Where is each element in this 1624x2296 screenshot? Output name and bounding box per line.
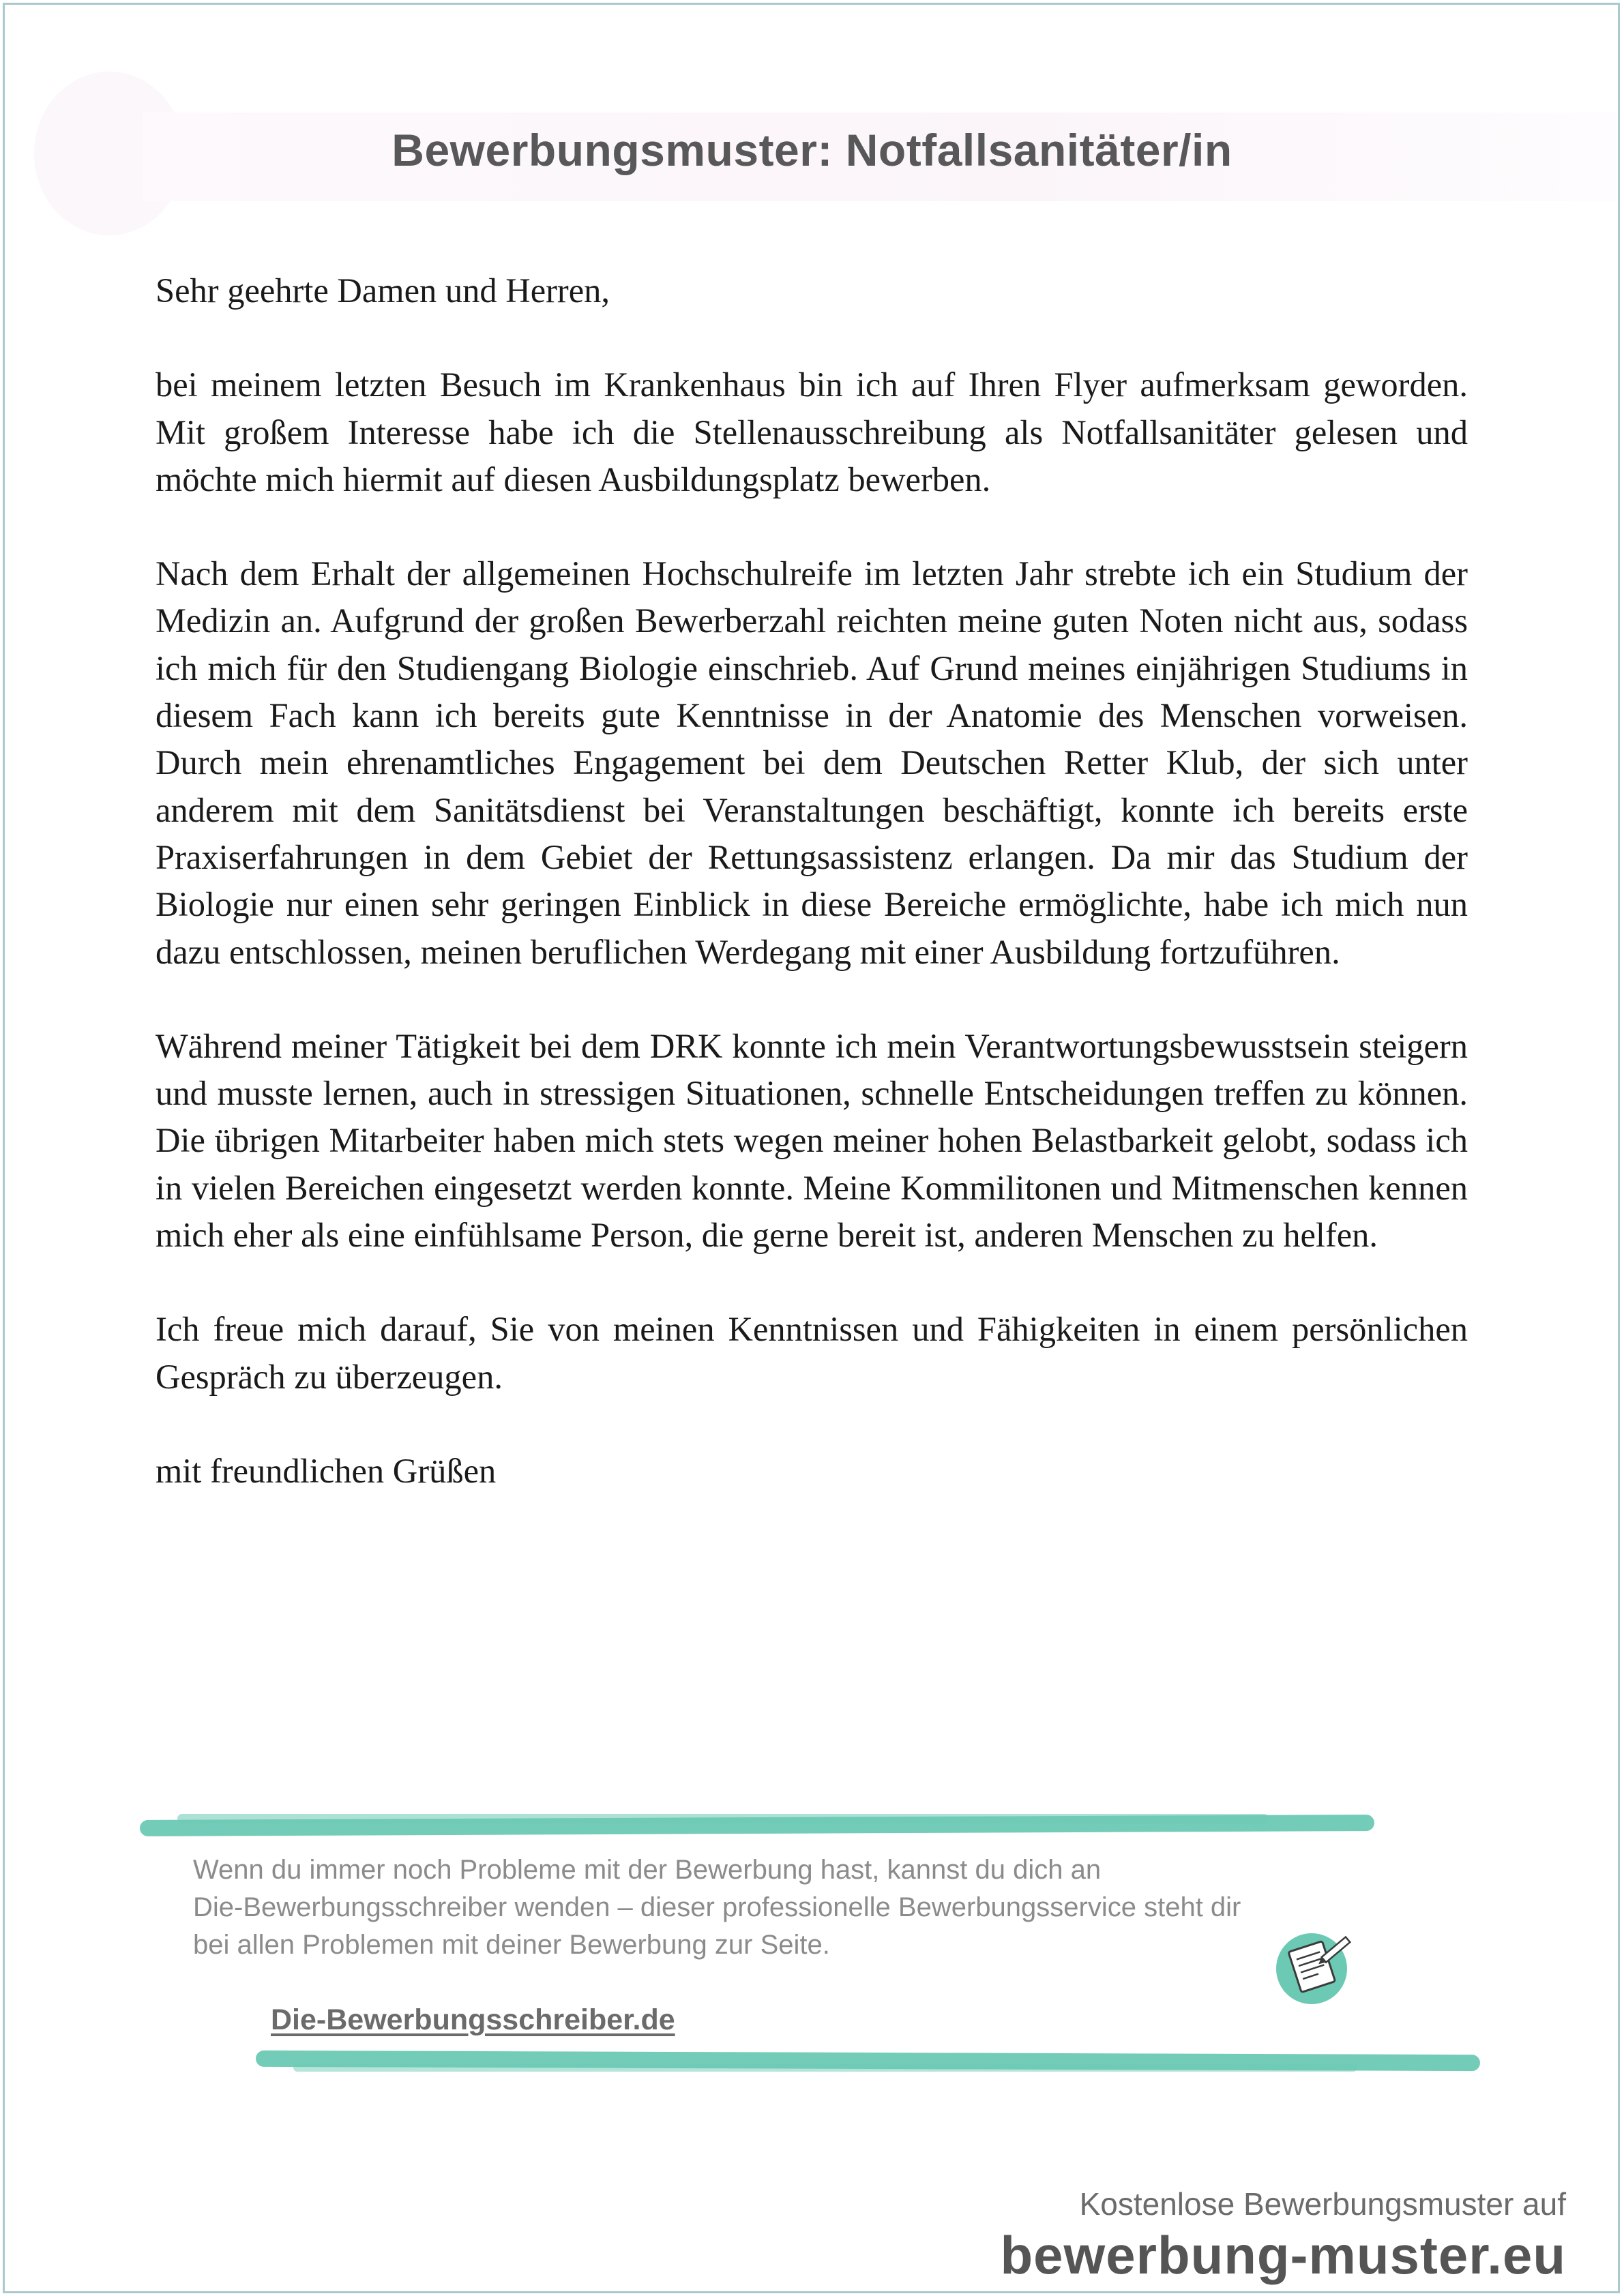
footer-site-logo: bewerbung-muster.eu [1000, 2225, 1566, 2285]
letter-salutation: Sehr geehrte Damen und Herren, [156, 271, 610, 310]
letter-paragraph-2: Nach dem Erhalt der allgemeinen Hochschulreife im letzten Jahr strebte ich ein Studium der Medizin an. Aufgrund der großen Bewerberzahl reichten meine guten Noten nicht aus, sodass ich mich für den Studiengang Biologie einschrieb. Auf Grund meines einjährigen Studiums in diesem Fach kann ich bereits gute Kenntnisse in der Anatomie des Menschen vorweisen. Durch mein ehrenamtliches Engagement bei dem Deutschen Retter Klub, der sich unter anderem mit dem Sanitätsdienst bei Veranstaltungen beschäftigt, konnte ich bereits erste Praxiserfahrungen in dem Gebiet der Rettungsassistenz erlangen. Da mir das Studium der Biologie nur einen sehr geringen Einblick in diese Bereiche ermöglichte, habe ich mich nun dazu entschlossen, meinen beruflichen Werdegang mit einer Ausbildung fortzuführen. [156, 554, 1468, 971]
brush-stroke-top-thin [177, 1814, 1269, 1823]
promo-line-2: Die-Bewerbungsschreiber wenden – dieser professionelle Bewerbungsservice steht dir [193, 1892, 1241, 1922]
brush-stroke-bottom-thin [293, 2063, 1357, 2072]
letter-body [156, 267, 1468, 1542]
promo-line-1: Wenn du immer noch Probleme mit der Bewerbung hast, kannst du dich an [193, 1855, 1102, 1885]
letter-closing: mit freundlichen Grüßen [156, 1451, 497, 1490]
promo-box [193, 1851, 1462, 1964]
page-title: Bewerbungsmuster: Notfallsanitäter/in [392, 125, 1232, 175]
promo-link[interactable]: Die-Bewerbungsschreiber.de [271, 2003, 675, 2036]
letter-paragraph-4: Ich freue mich darauf, Sie von meinen Kenntnissen und Fähigkeiten in einem persönlichen Gespräch zu überzeugen. [156, 1310, 1468, 1396]
document-pen-icon [1274, 1926, 1356, 2008]
letter-paragraph-1: bei meinem letzten Besuch im Krankenhaus bin ich auf Ihren Flyer aufmerksam geworden. Mit großem Interesse habe ich die Stellenausschreibung als Notfallsanitäter gelesen und möchte mich hiermit auf diesen Ausbildungsplatz bewerben. [156, 366, 1468, 498]
letter-paragraph-3: Während meiner Tätigkeit bei dem DRK konnte ich mein Verantwortungsbewusstsein steigern und musste lernen, auch in stressigen Situationen, schnelle Entscheidungen treffen zu können. Die übrigen Mitarbeiter haben mich stets wegen meiner hohen Belastbarkeit gelobt, sodass ich in vielen Bereichen eingesetzt werden konnte. Meine Kommilitonen und Mitmenschen kennen mich eher als eine einfühlsame Person, die gerne bereit ist, anderen Menschen zu helfen. [156, 1026, 1468, 1255]
footer-tagline: Kostenlose Bewerbungsmuster auf [1079, 2186, 1566, 2222]
promo-line-3: bei allen Problemen mit deiner Bewerbung zur Seite. [193, 1930, 830, 1960]
